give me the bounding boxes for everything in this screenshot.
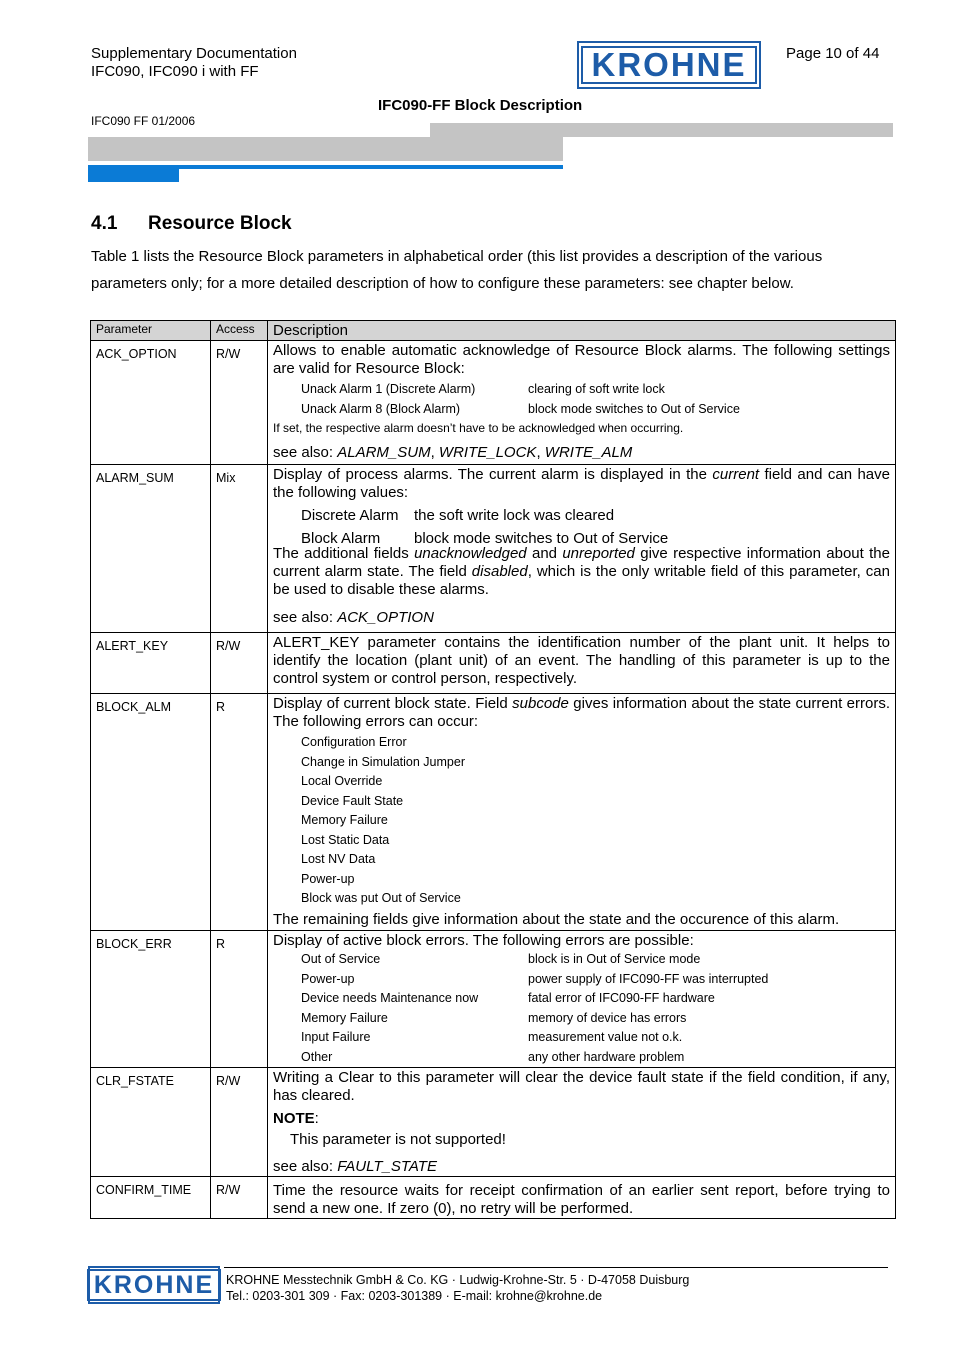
section-title: Resource Block bbox=[148, 213, 292, 234]
list-item: Power-up bbox=[301, 871, 355, 886]
list-item: Other any other hardware problem bbox=[301, 1049, 685, 1064]
doc-title-line-1: Supplementary Documentation bbox=[91, 45, 297, 62]
param-description: ALERT_KEY parameter contains the identification number of the plant unit. It helps to identify the location (plant unit) of an event. The handling of this parameter is up to the control system or control person, respectively. bbox=[268, 633, 896, 694]
header-grey-bar-left bbox=[88, 137, 563, 161]
table-row bbox=[91, 465, 896, 633]
header-parameter: Parameter bbox=[91, 321, 211, 341]
param-name: BLOCK_ERR bbox=[91, 931, 211, 1068]
description-note: If set, the respective alarm doesn’t have to be acknowledged when occurring. bbox=[273, 421, 684, 435]
page-number: Page 10 of 44 bbox=[786, 45, 880, 62]
param-name: ALERT_KEY bbox=[91, 633, 211, 694]
document-title bbox=[91, 45, 297, 81]
description-text: Display of active block errors. The following errors are possible: bbox=[273, 932, 694, 949]
resource-block-parameter-table bbox=[90, 320, 896, 1219]
description-text-2: The additional fields unacknowledged and unreported give respective information about the current alarm state. The field disabled, which is the only writable field of this parameter, can be used to disable these alarms. bbox=[273, 545, 890, 598]
param-name: CONFIRM_TIME bbox=[91, 1177, 211, 1219]
note-text: This parameter is not supported! bbox=[290, 1131, 506, 1148]
description-text: Writing a Clear to this parameter will clear the device fault state if the field condition, if any, has cleared. bbox=[273, 1069, 890, 1104]
table-row bbox=[91, 633, 896, 694]
header-grey-bar-right bbox=[430, 123, 893, 137]
header-access: Access bbox=[211, 321, 268, 341]
description-tail: The remaining fields give information about the state and the occurence of this alarm. bbox=[273, 910, 840, 928]
param-name: ACK_OPTION bbox=[91, 341, 211, 465]
header-subject: IFC090-FF Block Description bbox=[378, 97, 583, 114]
table-row bbox=[91, 341, 896, 465]
param-access: R bbox=[211, 931, 268, 1068]
list-item: Out of Service block is in Out of Service mode bbox=[301, 952, 701, 966]
description-text: Display of current block state. Field subcode gives information about the state current errors. The following errors can occur: bbox=[273, 695, 890, 730]
list-item: Block was put Out of Service bbox=[301, 891, 461, 905]
param-description bbox=[268, 694, 896, 931]
table-header-row bbox=[91, 321, 896, 341]
description-text: Display of process alarms. The current alarm is displayed in the current field and can have the following values: bbox=[273, 466, 890, 501]
footer-logo-text: KROHNE bbox=[93, 1271, 215, 1299]
document-code: IFC090 FF 01/2006 bbox=[91, 114, 196, 128]
list-item: Lost NV Data bbox=[301, 852, 376, 866]
krohne-logo bbox=[577, 41, 761, 89]
description-text: Allows to enable automatic acknowledge of Resource Block alarms. The following settings are valid for Resource Block: bbox=[273, 342, 890, 377]
list-item: Unack Alarm 8 (Block Alarm) block mode switches to Out of Service bbox=[301, 401, 740, 416]
param-name: BLOCK_ALM bbox=[91, 694, 211, 931]
krohne-footer-logo bbox=[88, 1266, 220, 1304]
param-access: R/W bbox=[211, 341, 268, 465]
section-number: 4.1 bbox=[91, 213, 118, 234]
table-row bbox=[91, 694, 896, 931]
param-description bbox=[268, 1068, 896, 1177]
list-item: Memory Failure bbox=[301, 813, 388, 827]
header-description: Description bbox=[268, 321, 896, 341]
param-description: Time the resource waits for receipt confirmation of an earlier sent report, before trying to send a new one. If zero (0), no retry will be performed. bbox=[268, 1177, 896, 1219]
list-item: Power-up power supply of IFC090-FF was interrupted bbox=[301, 971, 769, 986]
list-item: Change in Simulation Jumper bbox=[301, 754, 465, 769]
param-access: R bbox=[211, 694, 268, 931]
header-blue-block bbox=[88, 165, 179, 182]
section-heading bbox=[91, 213, 292, 235]
footer-address: KROHNE Messtechnik GmbH & Co. KG · Ludwig-Krohne-Str. 5 · D-47058 Duisburg bbox=[226, 1273, 690, 1287]
param-access: R/W bbox=[211, 1068, 268, 1177]
list-item: Discrete Alarm the soft write lock was cleared bbox=[301, 507, 615, 524]
footer-rule bbox=[224, 1267, 888, 1268]
param-description bbox=[268, 341, 896, 465]
table-row bbox=[91, 1177, 896, 1219]
footer-phone: Tel.: 0203-301 309 · Fax: 0203-301389 · E-mail: krohne@krohne.de bbox=[226, 1289, 603, 1303]
doc-title-line-2: IFC090, IFC090 i with FF bbox=[91, 63, 259, 80]
param-name: CLR_FSTATE bbox=[91, 1068, 211, 1177]
list-item: Memory Failure memory of device has errors bbox=[301, 1010, 687, 1025]
see-also: see also: FAULT_STATE bbox=[273, 1158, 437, 1175]
param-access: Mix bbox=[211, 465, 268, 633]
list-item: Block Alarm block mode switches to Out of Service bbox=[301, 530, 669, 547]
table-row bbox=[91, 931, 896, 1068]
note-heading: NOTE: bbox=[273, 1110, 319, 1127]
list-item: Unack Alarm 1 (Discrete Alarm) clearing of soft write lock bbox=[301, 382, 665, 396]
param-description bbox=[268, 931, 896, 1068]
section-intro: Table 1 lists the Resource Block parameters in alphabetical order (this list provides a description of the various parameters only; for a more detailed description of how to configure these parameters: see chapter below. bbox=[91, 248, 823, 292]
list-item: Device Fault State bbox=[301, 793, 404, 808]
list-item: Input Failure measurement value not o.k. bbox=[301, 1030, 683, 1044]
see-also: see also: ALARM_SUM, WRITE_LOCK, WRITE_ALM bbox=[273, 444, 633, 461]
logo-text: KROHNE bbox=[591, 46, 747, 83]
footer-contact bbox=[226, 1272, 689, 1304]
param-name: ALARM_SUM bbox=[91, 465, 211, 633]
param-access: R/W bbox=[211, 1177, 268, 1219]
param-access: R/W bbox=[211, 633, 268, 694]
list-item: Configuration Error bbox=[301, 735, 407, 749]
list-item: Lost Static Data bbox=[301, 832, 390, 847]
list-item: Device needs Maintenance now fatal error of IFC090-FF hardware bbox=[301, 991, 715, 1005]
table-row bbox=[91, 1068, 896, 1177]
see-also: see also: ACK_OPTION bbox=[273, 609, 434, 626]
list-item: Local Override bbox=[301, 774, 383, 788]
param-description bbox=[268, 465, 896, 633]
